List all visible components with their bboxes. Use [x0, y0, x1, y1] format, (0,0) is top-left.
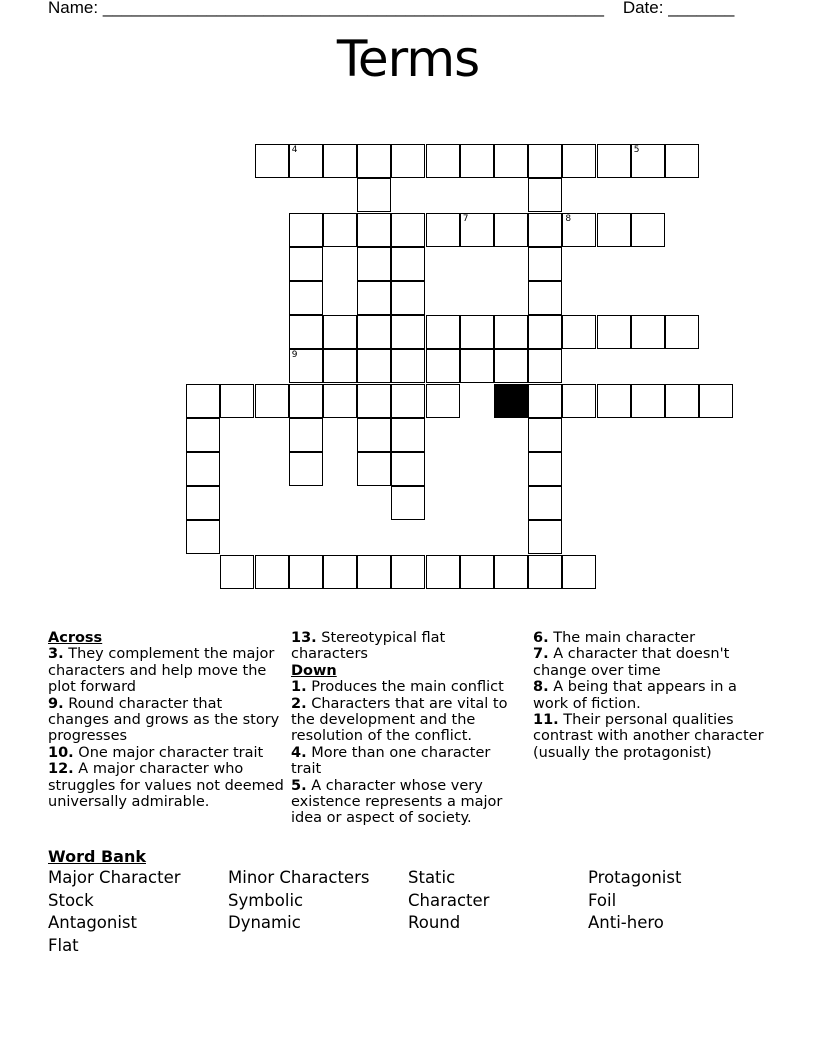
- crossword-cell[interactable]: [323, 213, 357, 247]
- word-bank-item: Antagonist: [48, 913, 138, 932]
- crossword-cell[interactable]: [426, 315, 460, 349]
- word-bank-item: Round: [408, 913, 461, 932]
- crossword-cell[interactable]: [186, 418, 220, 452]
- crossword-cell[interactable]: [289, 349, 323, 383]
- crossword-cell[interactable]: [255, 384, 289, 418]
- crossword-cell[interactable]: [289, 384, 323, 418]
- crossword-cell[interactable]: [289, 281, 323, 315]
- clue-down-2: 2. Characters that are vital to the development and the resolution of the conflict.: [291, 695, 508, 745]
- clue-down-6: 6. The main character: [533, 630, 696, 646]
- clue-across-9: 9. Round character that changes and grows as the story progresses: [48, 695, 280, 745]
- crossword-cell[interactable]: [494, 349, 528, 383]
- crossword-cell[interactable]: [528, 520, 562, 554]
- clue-across-10: 10. One major character trait: [48, 744, 264, 761]
- crossword-cell[interactable]: [220, 555, 254, 589]
- date-label: Date:: [622, 0, 664, 17]
- word-bank-item: Dynamic: [228, 913, 301, 932]
- crossword-cell[interactable]: [289, 418, 323, 452]
- crossword-cell[interactable]: [289, 452, 323, 486]
- crossword-cell[interactable]: [528, 555, 562, 589]
- name-blank[interactable]: _____________________________________________________: [102, 0, 604, 17]
- crossword-cell[interactable]: [391, 281, 425, 315]
- crossword-cell[interactable]: [391, 315, 425, 349]
- clue-column-2: [291, 630, 521, 827]
- crossword-cell[interactable]: [528, 213, 562, 247]
- crossword-cell[interactable]: [391, 452, 425, 486]
- crossword-cell[interactable]: [562, 315, 596, 349]
- clue-down-5: 5. A character whose very existence represents a major idea or aspect of society.: [291, 777, 503, 827]
- crossword-cell[interactable]: [391, 418, 425, 452]
- crossword-cell[interactable]: [426, 349, 460, 383]
- crossword-cell[interactable]: [528, 452, 562, 486]
- crossword-cell[interactable]: [323, 555, 357, 589]
- name-label: Name:: [48, 0, 99, 17]
- crossword-cell[interactable]: [255, 555, 289, 589]
- word-bank-heading: Word Bank: [48, 847, 147, 866]
- crossword-cell[interactable]: [494, 315, 528, 349]
- crossword-cell[interactable]: [528, 247, 562, 281]
- crossword-cell[interactable]: [699, 384, 733, 418]
- crossword-cell[interactable]: [528, 315, 562, 349]
- crossword-cell[interactable]: [528, 384, 562, 418]
- crossword-cell[interactable]: [494, 555, 528, 589]
- clue-down-7: 7. A character that doesn't change over time: [533, 646, 730, 679]
- page-title: Terms: [336, 30, 480, 88]
- word-bank-item: Static: [408, 868, 456, 887]
- clue-down-11: 11. Their personal qualities contrast with another character (usually the protagonist): [533, 712, 764, 761]
- crossword-cell[interactable]: [323, 144, 357, 178]
- crossword-cell[interactable]: [562, 555, 596, 589]
- crossword-cell[interactable]: [631, 144, 665, 178]
- crossword-cell[interactable]: [357, 178, 391, 212]
- clue-column-1: [48, 630, 284, 810]
- crossword-cell[interactable]: [665, 384, 699, 418]
- crossword-cell[interactable]: [357, 452, 391, 486]
- crossword-cell[interactable]: [460, 144, 494, 178]
- crossword-cell[interactable]: [426, 213, 460, 247]
- crossword-cell[interactable]: [391, 384, 425, 418]
- crossword-cell[interactable]: [186, 384, 220, 418]
- crossword-cell[interactable]: [528, 178, 562, 212]
- clue-down-4: 4. More than one character trait: [291, 744, 491, 778]
- crossword-cell[interactable]: [289, 555, 323, 589]
- clue-down-1: 1. Produces the main conflict: [291, 679, 504, 696]
- word-bank-item: Character: [408, 890, 490, 910]
- crossword-cell[interactable]: [426, 555, 460, 589]
- crossword-cell[interactable]: [460, 315, 494, 349]
- crossword-cell[interactable]: [357, 384, 391, 418]
- crossword-cell[interactable]: [562, 213, 596, 247]
- word-bank-item: Stock: [48, 890, 94, 910]
- crossword-cell[interactable]: [562, 384, 596, 418]
- crossword-cell[interactable]: [186, 486, 220, 520]
- word-bank-item: Flat: [48, 935, 79, 955]
- crossword-cell[interactable]: [357, 315, 391, 349]
- crossword-cell[interactable]: [323, 384, 357, 418]
- across-heading: Across: [48, 630, 103, 646]
- word-bank-item: Anti-hero: [588, 913, 664, 932]
- crossword-cell[interactable]: [289, 213, 323, 247]
- crossword-cell[interactable]: [323, 349, 357, 383]
- crossword-cell[interactable]: [391, 349, 425, 383]
- crossword-cell[interactable]: [631, 213, 665, 247]
- crossword-cell[interactable]: [426, 144, 460, 178]
- crossword-cell[interactable]: [665, 315, 699, 349]
- crossword-cell[interactable]: [562, 144, 596, 178]
- crossword-cell[interactable]: [391, 555, 425, 589]
- crossword-cell[interactable]: [460, 213, 494, 247]
- word-bank-item: Major Character: [48, 868, 181, 887]
- clue-down-8: 8. A being that appears in a work of fiction.: [533, 679, 737, 712]
- crossword-cell[interactable]: [460, 555, 494, 589]
- clue-number: 4: [291, 145, 298, 156]
- crossword-cell[interactable]: [597, 213, 631, 247]
- crossword-cell[interactable]: [597, 384, 631, 418]
- clue-across-3: 3. They complement the major characters and help move the plot forward: [48, 646, 275, 696]
- clue-column-3: [533, 630, 773, 761]
- crossword-cell[interactable]: [391, 213, 425, 247]
- crossword-cell[interactable]: [391, 144, 425, 178]
- clue-number: 9: [291, 350, 298, 361]
- crossword-cell[interactable]: [528, 144, 562, 178]
- crossword-cell[interactable]: [289, 144, 323, 178]
- word-bank-item: Symbolic: [228, 890, 304, 910]
- crossword-cell[interactable]: [357, 418, 391, 452]
- crossword-cell[interactable]: [631, 384, 665, 418]
- crossword-cell[interactable]: [357, 213, 391, 247]
- crossword-cell[interactable]: [426, 384, 460, 418]
- crossword-cell[interactable]: [357, 247, 391, 281]
- crossword-cell[interactable]: [357, 281, 391, 315]
- crossword-cell[interactable]: [357, 555, 391, 589]
- crossword-cell[interactable]: [357, 144, 391, 178]
- crossword-cell[interactable]: [494, 144, 528, 178]
- crossword-cell[interactable]: [391, 247, 425, 281]
- word-bank-item: Protagonist: [588, 868, 682, 887]
- crossword-cell[interactable]: [186, 520, 220, 554]
- word-bank-item: Minor Characters: [228, 868, 370, 887]
- down-heading: Down: [291, 662, 337, 679]
- crossword-cell[interactable]: [528, 418, 562, 452]
- crossword-cell[interactable]: [597, 144, 631, 178]
- crossword-cell[interactable]: [255, 144, 289, 178]
- clue-number: 8: [565, 213, 572, 224]
- word-bank-item: Foil: [588, 890, 617, 910]
- crossword-block: [494, 384, 528, 418]
- crossword-cell[interactable]: [528, 281, 562, 315]
- crossword-cell[interactable]: [323, 315, 357, 349]
- crossword-cell[interactable]: [220, 384, 254, 418]
- date-blank[interactable]: _______: [668, 0, 735, 17]
- clue-number: 7: [462, 213, 469, 224]
- crossword-cell[interactable]: [631, 315, 665, 349]
- crossword-cell[interactable]: [186, 452, 220, 486]
- crossword-cell[interactable]: [494, 213, 528, 247]
- crossword-cell[interactable]: [597, 315, 631, 349]
- crossword-cell[interactable]: [289, 315, 323, 349]
- crossword-cell[interactable]: [289, 247, 323, 281]
- word-bank: [48, 868, 768, 958]
- crossword-cell[interactable]: [665, 144, 699, 178]
- clue-across-12: 12. A major character who struggles for values not deemed universally admirable.: [48, 761, 284, 811]
- crossword-cell[interactable]: [391, 486, 425, 520]
- crossword-cell[interactable]: [357, 349, 391, 383]
- clue-across-13: 13. Stereotypical flat characters: [291, 630, 446, 663]
- crossword-cell[interactable]: [528, 486, 562, 520]
- clue-number: 5: [633, 145, 640, 156]
- crossword-cell[interactable]: [528, 349, 562, 383]
- crossword-cell[interactable]: [460, 349, 494, 383]
